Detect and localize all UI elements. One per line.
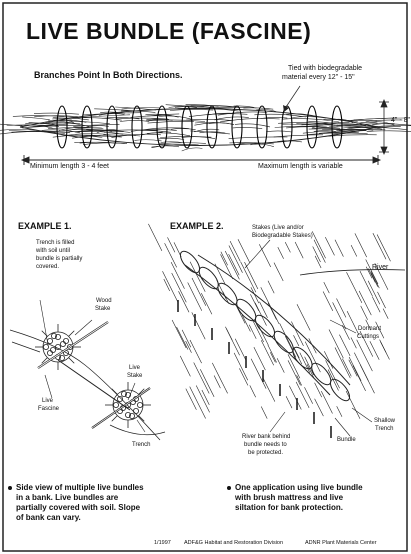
diameter-label: 4" - 8" xyxy=(391,117,410,124)
bank-note-3: be protected. xyxy=(248,450,284,456)
live-fascine-label-1: Live xyxy=(42,398,54,404)
branches-note: Branches Point In Both Directions. xyxy=(34,70,183,80)
shallow-label-1: Shallow xyxy=(374,418,396,424)
fascine-bundle-drawing xyxy=(0,105,411,151)
footer-center: ADNR Plant Materials Center xyxy=(305,540,377,546)
example1-caption-4: of bank can vary. xyxy=(16,513,81,522)
example2-caption-3: siltation for bank protection. xyxy=(235,503,344,512)
caption2-bullet xyxy=(227,486,231,490)
tie-leader-line xyxy=(284,86,300,110)
example2-caption-1: One application using live bundle xyxy=(235,483,363,492)
caption1-bullet xyxy=(8,486,12,490)
shallow-label-2: Trench xyxy=(375,426,394,432)
river-label: River xyxy=(372,264,389,271)
bank-note-2: bundle needs to xyxy=(244,442,287,448)
tie-note-1: Tied with biodegradable xyxy=(288,65,363,72)
live-stake-label-1: Live xyxy=(129,365,141,371)
live-stake-label-2: Stake xyxy=(127,373,143,379)
example1-drawing xyxy=(10,300,165,440)
example1-caption-1: Side view of multiple live bundles xyxy=(16,483,144,492)
trench-note-2: with soil until xyxy=(36,248,71,254)
example1-heading: EXAMPLE 1. xyxy=(18,221,72,231)
example2-heading: EXAMPLE 2. xyxy=(170,221,224,231)
footer-division: ADF&G Habitat and Restoration Division xyxy=(184,540,284,546)
trench-note-3: bundle is partially xyxy=(36,256,83,262)
page-border xyxy=(3,3,407,551)
trench-label: Trench xyxy=(132,442,151,448)
trench-note-1: Trench is filled xyxy=(36,240,75,246)
page-title: LIVE BUNDLE (FASCINE) xyxy=(26,18,312,44)
example1-caption-3: partially covered with soil. Slope xyxy=(16,503,141,512)
example1-caption-2: in a bank. Live bundles are xyxy=(16,493,119,502)
max-length-label: Maximum length is variable xyxy=(258,163,343,170)
tie-note-2: material every 12" - 15" xyxy=(282,74,355,81)
stakes-label-2: Biodegradable Stakes) xyxy=(252,233,313,239)
bundle-label: Bundle xyxy=(337,437,356,443)
wood-stake-label-2: Stake xyxy=(95,306,111,312)
example2-caption-2: with brush mattress and live xyxy=(235,493,344,502)
footer-date: 1/1997 xyxy=(154,540,171,546)
dormant-label-2: Cuttings xyxy=(357,334,380,340)
trench-note-4: covered. xyxy=(36,264,60,270)
bank-note-1: River bank behind xyxy=(242,434,291,440)
min-length-label: Minimum length 3 - 4 feet xyxy=(30,163,109,170)
dormant-label-1: Dormant xyxy=(358,326,382,332)
stakes-label-1: Stakes (Live and/or xyxy=(252,225,304,231)
wood-stake-label-1: Wood xyxy=(96,298,112,304)
live-fascine-label-2: Fascine xyxy=(38,406,60,412)
